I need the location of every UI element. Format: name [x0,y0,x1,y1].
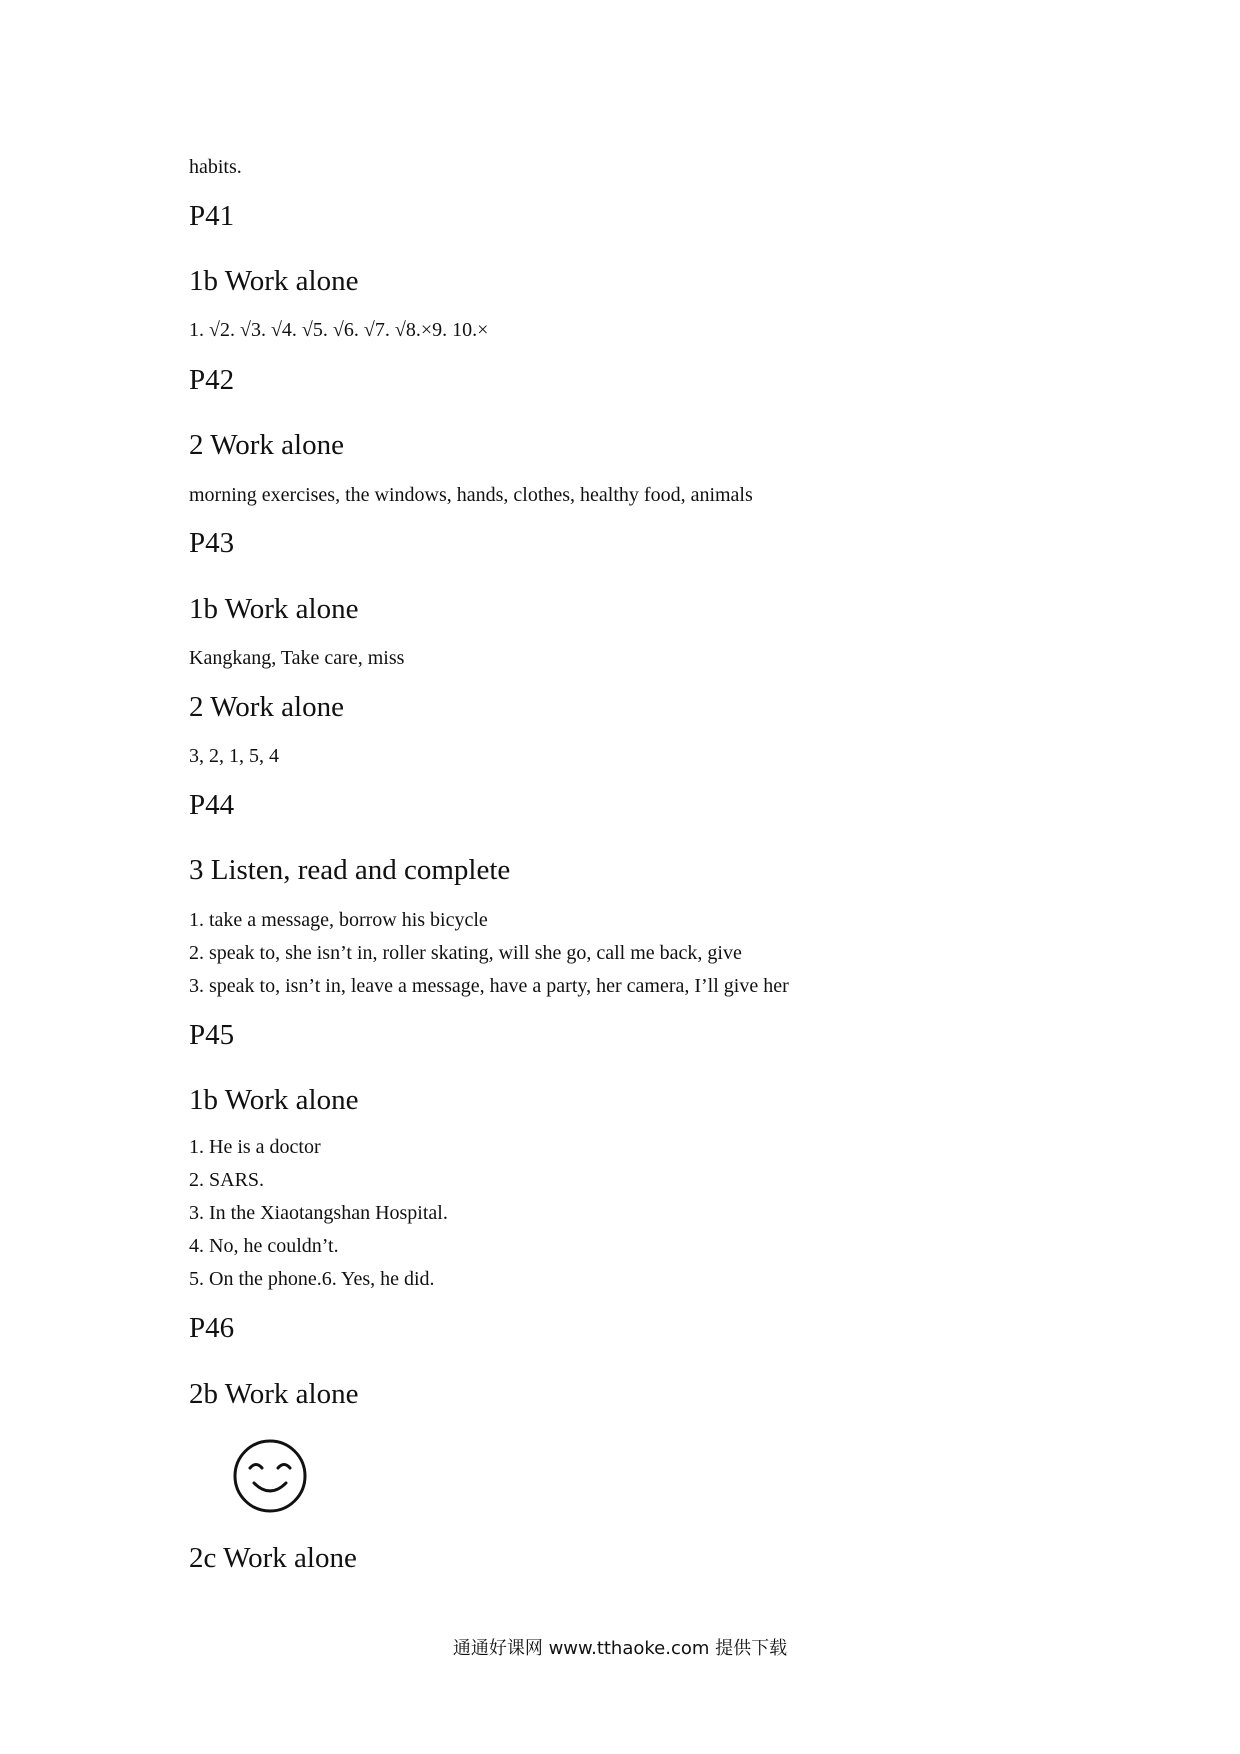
section-heading: 3 Listen, read and complete [189,854,511,886]
answer-line: morning exercises, the windows, hands, clothes, healthy food, animals [189,484,753,506]
page-heading: P41 [189,200,235,232]
answer-line: 2. speak to, she isn’t in, roller skating, will she go, call me back, give [189,942,742,964]
footer-watermark: 通通好课网 www.tthaoke.com 提供下载 [452,1638,788,1659]
page-heading: P46 [189,1312,235,1344]
answer-line: 3, 2, 1, 5, 4 [189,745,279,767]
answer-line: 5. On the phone.6. Yes, he did. [189,1268,435,1290]
page-heading: P45 [189,1019,235,1051]
text-line: habits. [189,156,242,178]
answer-line: 3. speak to, isn’t in, leave a message, have a party, her camera, I’ll give her [189,975,789,997]
answer-line: 3. In the Xiaotangshan Hospital. [189,1202,448,1224]
section-heading: 1b Work alone [189,593,359,625]
section-heading: 1b Work alone [189,1084,359,1116]
section-heading: 1b Work alone [189,265,359,297]
section-heading: 2 Work alone [189,691,344,723]
section-heading: 2b Work alone [189,1378,359,1410]
page-heading: P43 [189,527,235,559]
answer-line: 1. take a message, borrow his bicycle [189,909,488,931]
answer-line: 1. He is a doctor [189,1136,321,1158]
answer-line: 4. No, he couldn’t. [189,1235,339,1257]
smiling-face-icon [232,1438,308,1514]
page-heading: P42 [189,364,235,396]
section-heading: 2 Work alone [189,429,344,461]
answer-line: Kangkang, Take care, miss [189,647,405,669]
page-heading: P44 [189,789,235,821]
answer-line: 1. √2. √3. √4. √5. √6. √7. √8.×9. 10.× [189,319,489,341]
section-heading: 2c Work alone [189,1542,357,1574]
answer-line: 2. SARS. [189,1169,265,1191]
